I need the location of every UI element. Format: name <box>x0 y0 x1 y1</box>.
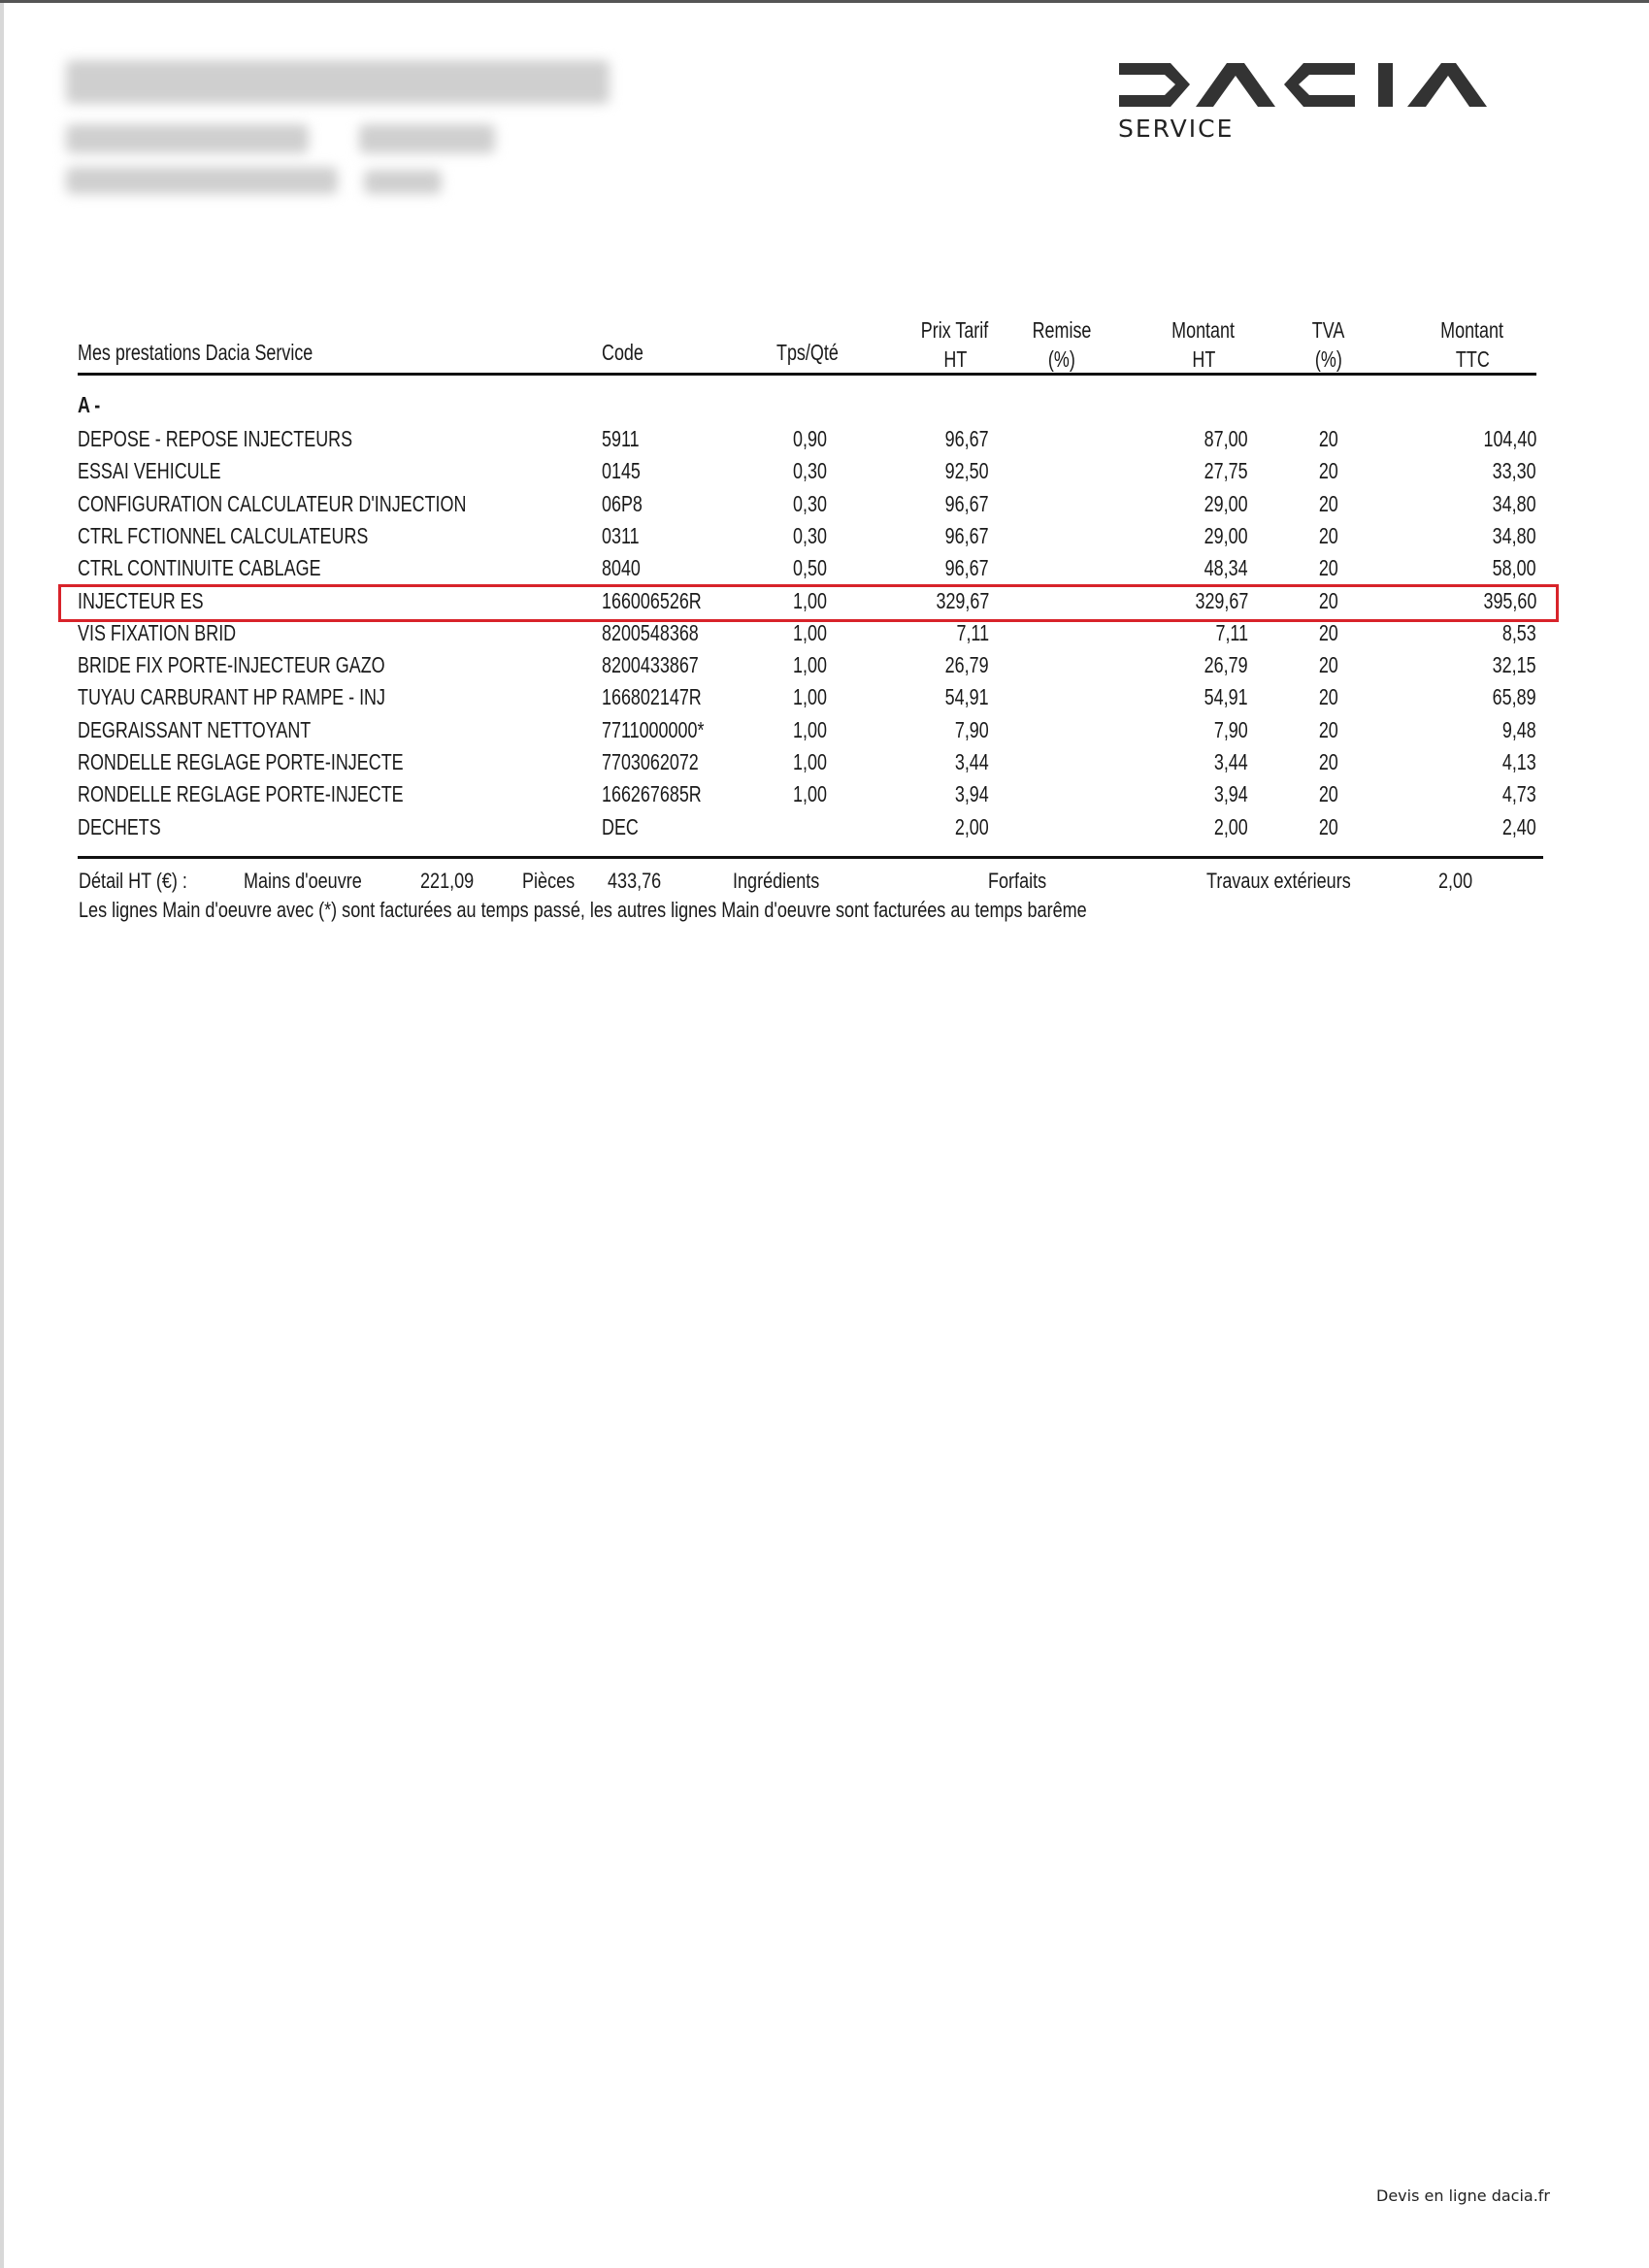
cell-qty: 1,00 <box>793 781 827 807</box>
table-row <box>0 425 1649 452</box>
cell-mht: 27,75 <box>1204 458 1248 484</box>
cell-tva: 20 <box>1319 716 1338 742</box>
cell-tva: 20 <box>1319 458 1338 484</box>
cell-qty: 0,90 <box>793 426 827 451</box>
column-header-montant-ht-unit: HT <box>1192 346 1215 372</box>
external-work-value: 2,00 <box>1438 869 1473 893</box>
cell-qty: 0,50 <box>793 555 827 581</box>
cell-prix: 2,00 <box>955 813 989 839</box>
column-header-ttc: Montant <box>1440 317 1504 343</box>
cell-code: 7703062072 <box>602 749 699 774</box>
table-bottom-divider <box>78 856 1543 859</box>
cell-tva: 20 <box>1319 749 1338 774</box>
cell-desc: INJECTEUR ES <box>78 587 204 613</box>
table-row <box>0 619 1649 646</box>
cell-tva: 20 <box>1319 684 1338 710</box>
table-row <box>0 522 1649 549</box>
cell-ttc: 65,89 <box>1493 684 1536 710</box>
cell-ttc: 32,15 <box>1493 652 1536 678</box>
cell-prix: 26,79 <box>945 652 989 678</box>
cell-code: 06P8 <box>602 490 643 516</box>
cell-mht: 2,00 <box>1214 813 1248 839</box>
cell-mht: 7,90 <box>1214 716 1248 742</box>
cell-qty: 1,00 <box>793 684 827 710</box>
ingredients-label: Ingrédients <box>733 869 820 893</box>
cell-desc: DEGRAISSANT NETTOYANT <box>78 716 312 742</box>
summary-label: Détail HT (€) : <box>79 869 187 893</box>
redacted-address <box>66 167 338 194</box>
cell-mht: 29,00 <box>1204 522 1248 548</box>
column-header-qty: Tps/Qté <box>776 340 839 365</box>
cell-code: 166006526R <box>602 587 702 613</box>
forfaits-label: Forfaits <box>988 869 1047 893</box>
column-header-remise: Remise <box>1032 317 1092 343</box>
scan-edge <box>0 0 1649 3</box>
cell-desc: RONDELLE REGLAGE PORTE-INJECTE <box>78 781 404 807</box>
cell-tva: 20 <box>1319 781 1338 807</box>
cell-qty: 1,00 <box>793 749 827 774</box>
logo-subtitle: SERVICE <box>1118 115 1235 143</box>
cell-ttc: 104,40 <box>1483 426 1536 451</box>
cell-tva: 20 <box>1319 587 1338 613</box>
cell-mht: 3,44 <box>1214 749 1248 774</box>
cell-prix: 96,67 <box>945 490 989 516</box>
cell-desc: TUYAU CARBURANT HP RAMPE - INJ <box>78 684 385 710</box>
cell-desc: CTRL FCTIONNEL CALCULATEURS <box>78 522 369 548</box>
cell-mht: 48,34 <box>1204 555 1248 581</box>
cell-tva: 20 <box>1319 555 1338 581</box>
cell-mht: 3,94 <box>1214 781 1248 807</box>
cell-mht: 26,79 <box>1204 652 1248 678</box>
redacted-address <box>364 170 442 194</box>
cell-code: 8040 <box>602 555 641 581</box>
redacted-address <box>66 60 610 104</box>
cell-ttc: 33,30 <box>1493 458 1536 484</box>
external-work-label: Travaux extérieurs <box>1206 869 1351 893</box>
cell-ttc: 8,53 <box>1502 619 1536 645</box>
dacia-logo <box>1116 58 1490 109</box>
header-divider <box>78 373 1536 376</box>
table-row <box>0 683 1649 710</box>
redacted-address <box>66 124 309 153</box>
cell-desc: CONFIGURATION CALCULATEUR D'INJECTION <box>78 490 467 516</box>
table-row <box>0 780 1649 807</box>
cell-prix: 3,44 <box>955 749 989 774</box>
column-header-ttc-unit: TTC <box>1455 346 1490 372</box>
column-header-prix: Prix Tarif <box>921 317 989 343</box>
table-row <box>0 490 1649 517</box>
cell-desc: BRIDE FIX PORTE-INJECTEUR GAZO <box>78 652 385 678</box>
table-row <box>0 651 1649 678</box>
cell-tva: 20 <box>1319 813 1338 839</box>
cell-prix: 3,94 <box>955 781 989 807</box>
column-header-tva-unit: (%) <box>1315 346 1342 372</box>
cell-code: 7711000000* <box>602 716 705 742</box>
cell-ttc: 4,73 <box>1502 781 1536 807</box>
cell-qty: 1,00 <box>793 652 827 678</box>
cell-desc: CTRL CONTINUITE CABLAGE <box>78 555 321 581</box>
cell-mht: 87,00 <box>1204 426 1248 451</box>
cell-desc: DEPOSE - REPOSE INJECTEURS <box>78 426 353 451</box>
scan-edge <box>0 0 4 2268</box>
cell-code: 0145 <box>602 458 641 484</box>
section-label: A - <box>78 392 101 417</box>
cell-prix: 96,67 <box>945 555 989 581</box>
cell-code: 8200548368 <box>602 619 699 645</box>
cell-qty: 1,00 <box>793 619 827 645</box>
cell-prix: 54,91 <box>945 684 989 710</box>
parts-label: Pièces <box>522 869 576 893</box>
cell-mht: 7,11 <box>1215 619 1248 645</box>
cell-mht: 29,00 <box>1204 490 1248 516</box>
cell-ttc: 34,80 <box>1493 522 1536 548</box>
cell-tva: 20 <box>1319 426 1338 451</box>
cell-ttc: 395,60 <box>1483 587 1536 613</box>
highlight-box <box>58 584 1559 622</box>
cell-prix: 329,67 <box>936 587 989 613</box>
redacted-address <box>359 124 495 153</box>
cell-desc: DECHETS <box>78 813 161 839</box>
cell-desc: ESSAI VEHICULE <box>78 458 221 484</box>
footer-website: Devis en ligne dacia.fr <box>1376 2186 1550 2205</box>
table-row <box>0 457 1649 484</box>
cell-code: 166802147R <box>602 684 702 710</box>
cell-tva: 20 <box>1319 490 1338 516</box>
column-header-code: Code <box>602 340 643 365</box>
cell-code: 8200433867 <box>602 652 699 678</box>
cell-tva: 20 <box>1319 619 1338 645</box>
cell-code: DEC <box>602 813 639 839</box>
table-row <box>0 554 1649 581</box>
cell-mht: 54,91 <box>1204 684 1248 710</box>
cell-prix: 92,50 <box>945 458 989 484</box>
cell-tva: 20 <box>1319 652 1338 678</box>
cell-prix: 96,67 <box>945 522 989 548</box>
column-header-description: Mes prestations Dacia Service <box>78 340 313 365</box>
cell-ttc: 9,48 <box>1502 716 1536 742</box>
cell-qty: 1,00 <box>793 587 827 613</box>
cell-desc: RONDELLE REGLAGE PORTE-INJECTE <box>78 749 404 774</box>
cell-ttc: 58,00 <box>1493 555 1536 581</box>
column-header-montant-ht: Montant <box>1171 317 1236 343</box>
cell-tva: 20 <box>1319 522 1338 548</box>
cell-qty: 0,30 <box>793 490 827 516</box>
cell-prix: 7,90 <box>955 716 989 742</box>
billing-note: Les lignes Main d'oeuvre avec (*) sont facturées au temps passé, les autres lignes Main d'oeuvre sont facturées au temps barême <box>79 898 1087 922</box>
cell-prix: 96,67 <box>945 426 989 451</box>
parts-value: 433,76 <box>608 869 662 893</box>
column-header-prix-unit: HT <box>943 346 967 372</box>
table-row <box>0 813 1649 840</box>
cell-ttc: 2,40 <box>1502 813 1536 839</box>
cell-desc: VIS FIXATION BRID <box>78 619 237 645</box>
column-header-remise-unit: (%) <box>1048 346 1075 372</box>
table-row <box>0 748 1649 775</box>
cell-code: 5911 <box>602 426 640 451</box>
labour-label: Mains d'oeuvre <box>244 869 362 893</box>
cell-prix: 7,11 <box>956 619 989 645</box>
cell-qty: 0,30 <box>793 458 827 484</box>
cell-ttc: 4,13 <box>1502 749 1536 774</box>
cell-code: 0311 <box>602 522 640 548</box>
column-header-tva: TVA <box>1312 317 1345 343</box>
cell-qty: 1,00 <box>793 716 827 742</box>
cell-code: 166267685R <box>602 781 702 807</box>
cell-mht: 329,67 <box>1195 587 1248 613</box>
labour-value: 221,09 <box>420 869 475 893</box>
cell-qty: 0,30 <box>793 522 827 548</box>
table-row <box>0 716 1649 743</box>
cell-ttc: 34,80 <box>1493 490 1536 516</box>
